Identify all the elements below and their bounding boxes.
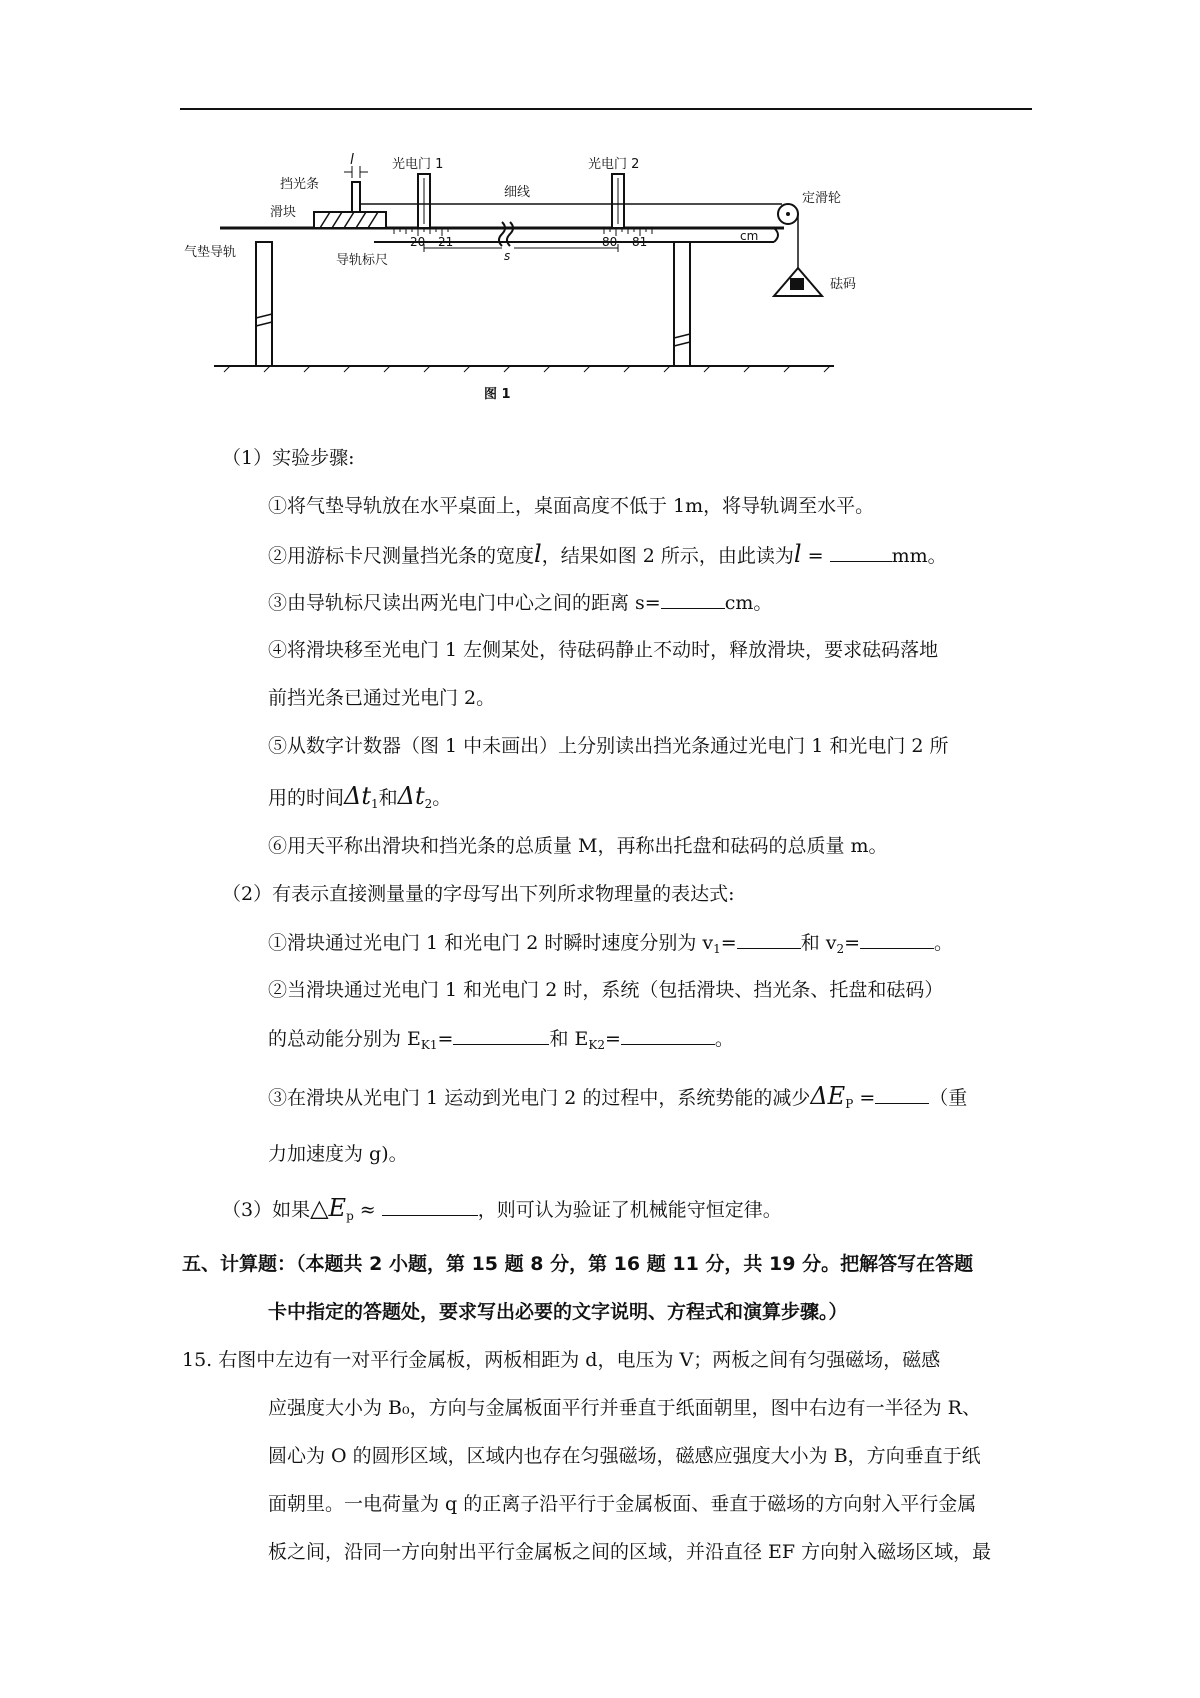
answer-blank-ek1[interactable]	[453, 1026, 549, 1045]
question-15-line-5: 板之间，沿同一方向射出平行金属板之间的区域，并沿直径 EF 方向射入磁场区域，最	[268, 1541, 992, 1563]
figure-1-air-track	[184, 148, 924, 430]
question-2-3-line-2: 力加速度为 g)。	[268, 1143, 408, 1165]
part2-heading: （2）有表示直接测量量的字母写出下列所求物理量的表达式:	[222, 883, 735, 905]
answer-blank-s[interactable]	[661, 590, 725, 609]
question-2-1: ①滑块通过光电门 1 和光电门 2 时瞬时速度分别为 $v_1=$ 和 $v_2=$ 。	[268, 932, 954, 956]
tick-label-21: 21	[438, 235, 454, 249]
tick-label-81: 81	[632, 235, 648, 249]
label-slider: 滑块	[270, 205, 297, 220]
question-2-2-line-2: 的总动能分别为 $E_{K1}=$ 和 $E_{K2}=$ 。	[268, 1028, 734, 1052]
step-3: ③由导轨标尺读出两光电门中心之间的距离 s= cm。	[268, 592, 773, 614]
step-6: ⑥用天平称出滑块和挡光条的总质量 M，再称出托盘和砝码的总质量 m。	[268, 835, 888, 857]
label-pulley: 定滑轮	[802, 191, 842, 206]
step-1: ①将气垫导轨放在水平桌面上，桌面高度不低于 1m，将导轨调至水平。	[268, 495, 875, 517]
tick-label-80: 80	[602, 235, 618, 249]
question-2-3-line-1: ③在滑块从光电门 1 运动到光电门 2 的过程中，系统势能的减少$\Delta E_P$ = （重	[268, 1082, 968, 1111]
label-weights: 砝码	[830, 277, 857, 292]
question-2-2-line-1: ②当滑块通过光电门 1 和光电门 2 时，系统（包括滑块、挡光条、托盘和砝码）	[268, 979, 944, 1001]
part1-heading: （1）实验步骤:	[222, 447, 355, 469]
step-4-line-2: 前挡光条已通过光电门 2。	[268, 687, 496, 709]
answer-blank-part3[interactable]	[382, 1197, 478, 1216]
answer-blank-v1[interactable]	[737, 930, 801, 949]
label-rail-ruler: 导轨标尺	[336, 253, 389, 268]
question-15-line-3: 圆心为 O 的圆形区域，区域内也存在匀强磁场，磁感应强度大小为 B，方向垂直于纸	[268, 1445, 981, 1467]
header-rule	[180, 108, 1032, 110]
label-thread: 细线	[504, 185, 531, 200]
part3: （3）如果$\triangle E_p$ ≈ ，则可认为验证了机械能守恒定律。	[222, 1194, 782, 1223]
label-photogate-1: 光电门 1	[392, 157, 444, 172]
label-light-strip: 挡光条	[280, 177, 320, 192]
step-5-line-1: ⑤从数字计数器（图 1 中未画出）上分别读出挡光条通过光电门 1 和光电门 2 所	[268, 735, 949, 757]
label-photogate-2: 光电门 2	[588, 157, 640, 172]
answer-blank-ek2[interactable]	[621, 1026, 715, 1045]
question-15-line-4: 面朝里。一电荷量为 q 的正离子沿平行于金属板面、垂直于磁场的方向射入平行金属	[268, 1493, 977, 1515]
answer-blank-l[interactable]	[830, 543, 892, 562]
figure-caption: 图 1	[484, 387, 511, 402]
label-s: s	[504, 249, 511, 263]
answer-blank-delta-ep[interactable]	[875, 1085, 929, 1104]
air-track-diagram	[184, 148, 924, 430]
question-15-line-2: 应强度大小为 B₀，方向与金属板面平行并垂直于纸面朝里，图中右边有一半径为 R、	[268, 1397, 981, 1419]
tick-label-20: 20	[410, 235, 426, 249]
section-5-heading-line-2: 卡中指定的答题处，要求写出必要的文字说明、方程式和演算步骤。）	[268, 1301, 848, 1323]
label-air-track: 气垫导轨	[184, 245, 237, 260]
question-15-line-1: 15. 右图中左边有一对平行金属板，两板相距为 d，电压为 V；两板之间有匀强磁场，磁感	[182, 1349, 941, 1371]
label-cm: cm	[740, 229, 759, 243]
section-5-heading-line-1: 五、计算题：（本题共 2 小题，第 15 题 8 分，第 16 题 11 分，共 19 分。把解答写在答题	[182, 1253, 974, 1275]
step-5-line-2: 用的时间$\Delta t_1$和$\Delta t_2$。	[268, 782, 452, 811]
step-4-line-1: ④将滑块移至光电门 1 左侧某处，待砝码静止不动时，释放滑块，要求砝码落地	[268, 639, 939, 661]
label-l: l	[350, 152, 354, 168]
answer-blank-v2[interactable]	[860, 930, 934, 949]
step-2: ②用游标卡尺测量挡光条的宽度l，结果如图 2 所示，由此读为l = mm。	[268, 540, 947, 568]
